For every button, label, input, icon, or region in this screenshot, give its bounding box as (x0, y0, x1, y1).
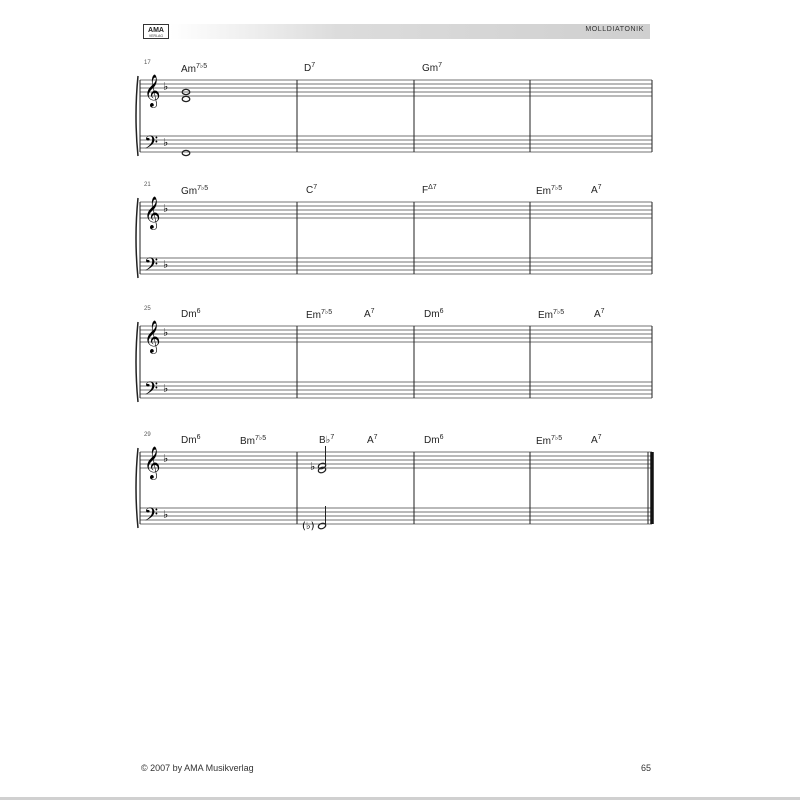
chord-symbol: B♭$^7$ (319, 434, 335, 446)
chord-symbol: $C^7$ (306, 184, 318, 196)
grand-staff (134, 62, 654, 172)
music-system-3 (134, 308, 654, 418)
chord-symbol: $Am^{7♭5}$ (181, 63, 208, 75)
measure-number: 25 (144, 306, 151, 312)
treble-clef-icon: 𝄞 (144, 196, 161, 229)
bass-clef-icon: 𝄢 (144, 133, 159, 158)
grand-staff (134, 184, 654, 294)
flat-key-icon: ♭ (163, 136, 169, 149)
flat-key-icon: ♭ (163, 382, 169, 395)
flat-key-icon: ♭ (163, 508, 169, 521)
measure-number: 17 (144, 60, 151, 66)
grand-staff (134, 434, 654, 544)
chord-symbol: Dm$^6$ (181, 434, 201, 446)
chord-symbol: $Em^{7♭5}$ (536, 185, 563, 197)
measure-number: 21 (144, 182, 151, 188)
chord-symbol: $Em^{7♭5}$ (536, 435, 563, 447)
chord-symbol: $A^7$ (364, 308, 375, 320)
bass-clef-icon: 𝄢 (144, 379, 159, 404)
brace-icon (136, 198, 138, 278)
whole-note-icon (182, 96, 190, 101)
svg-text:VERLAG: VERLAG (148, 34, 164, 38)
chord-symbol: $Gm^{7♭5}$ (181, 185, 209, 197)
treble-clef-icon: 𝄞 (144, 74, 161, 107)
chord-symbol: Dm$^6$ (424, 434, 444, 446)
flat-key-icon: ♭ (163, 202, 169, 215)
chord-symbol: $A^7$ (591, 434, 602, 446)
chord-symbol: $F^{\Delta 7}$ (422, 184, 437, 196)
music-system-1 (134, 62, 654, 172)
chord-symbol: $A^7$ (367, 434, 378, 446)
section-title: MOLLDIATONIK (585, 26, 644, 33)
music-system-4 (134, 434, 654, 544)
header-bar (170, 24, 650, 39)
bass-clef-icon: 𝄢 (144, 505, 159, 530)
brace-icon (136, 76, 138, 156)
flat-key-icon: ♭ (163, 80, 169, 93)
whole-note-icon (182, 150, 190, 155)
flat-key-icon: ♭ (163, 452, 169, 465)
flat-accidental-icon: ♭ (310, 460, 316, 473)
grand-staff (134, 308, 654, 418)
brace-icon (136, 322, 138, 402)
chord-symbol: $Em^{7♭5}$ (306, 309, 333, 321)
page-number: 65 (641, 763, 652, 773)
brace-icon (136, 448, 138, 528)
bass-clef-icon: 𝄢 (144, 255, 159, 280)
music-system-2 (134, 184, 654, 294)
cautionary-flat-icon: (♭) (302, 521, 315, 532)
chord-symbol: Gm$^7$ (422, 62, 443, 74)
chord-symbol: Dm$^6$ (424, 308, 444, 320)
chord-symbol: $A^7$ (591, 184, 602, 196)
chord-symbol: $Bm^{7♭5}$ (240, 435, 267, 447)
flat-key-icon: ♭ (163, 258, 169, 271)
chord-symbol: Dm$^6$ (181, 308, 201, 320)
svg-text:AMA: AMA (148, 27, 164, 34)
copyright-notice: © 2007 by AMA Musikverlag (141, 763, 254, 773)
treble-clef-icon: 𝄞 (144, 320, 161, 353)
publisher-logo (143, 24, 169, 39)
flat-key-icon: ♭ (163, 326, 169, 339)
chord-symbol: $Em^{7♭5}$ (538, 309, 565, 321)
treble-clef-icon: 𝄞 (144, 446, 161, 479)
measure-number: 29 (144, 432, 151, 438)
chord-symbol: $D^7$ (304, 62, 316, 74)
chord-symbol: $A^7$ (594, 308, 605, 320)
